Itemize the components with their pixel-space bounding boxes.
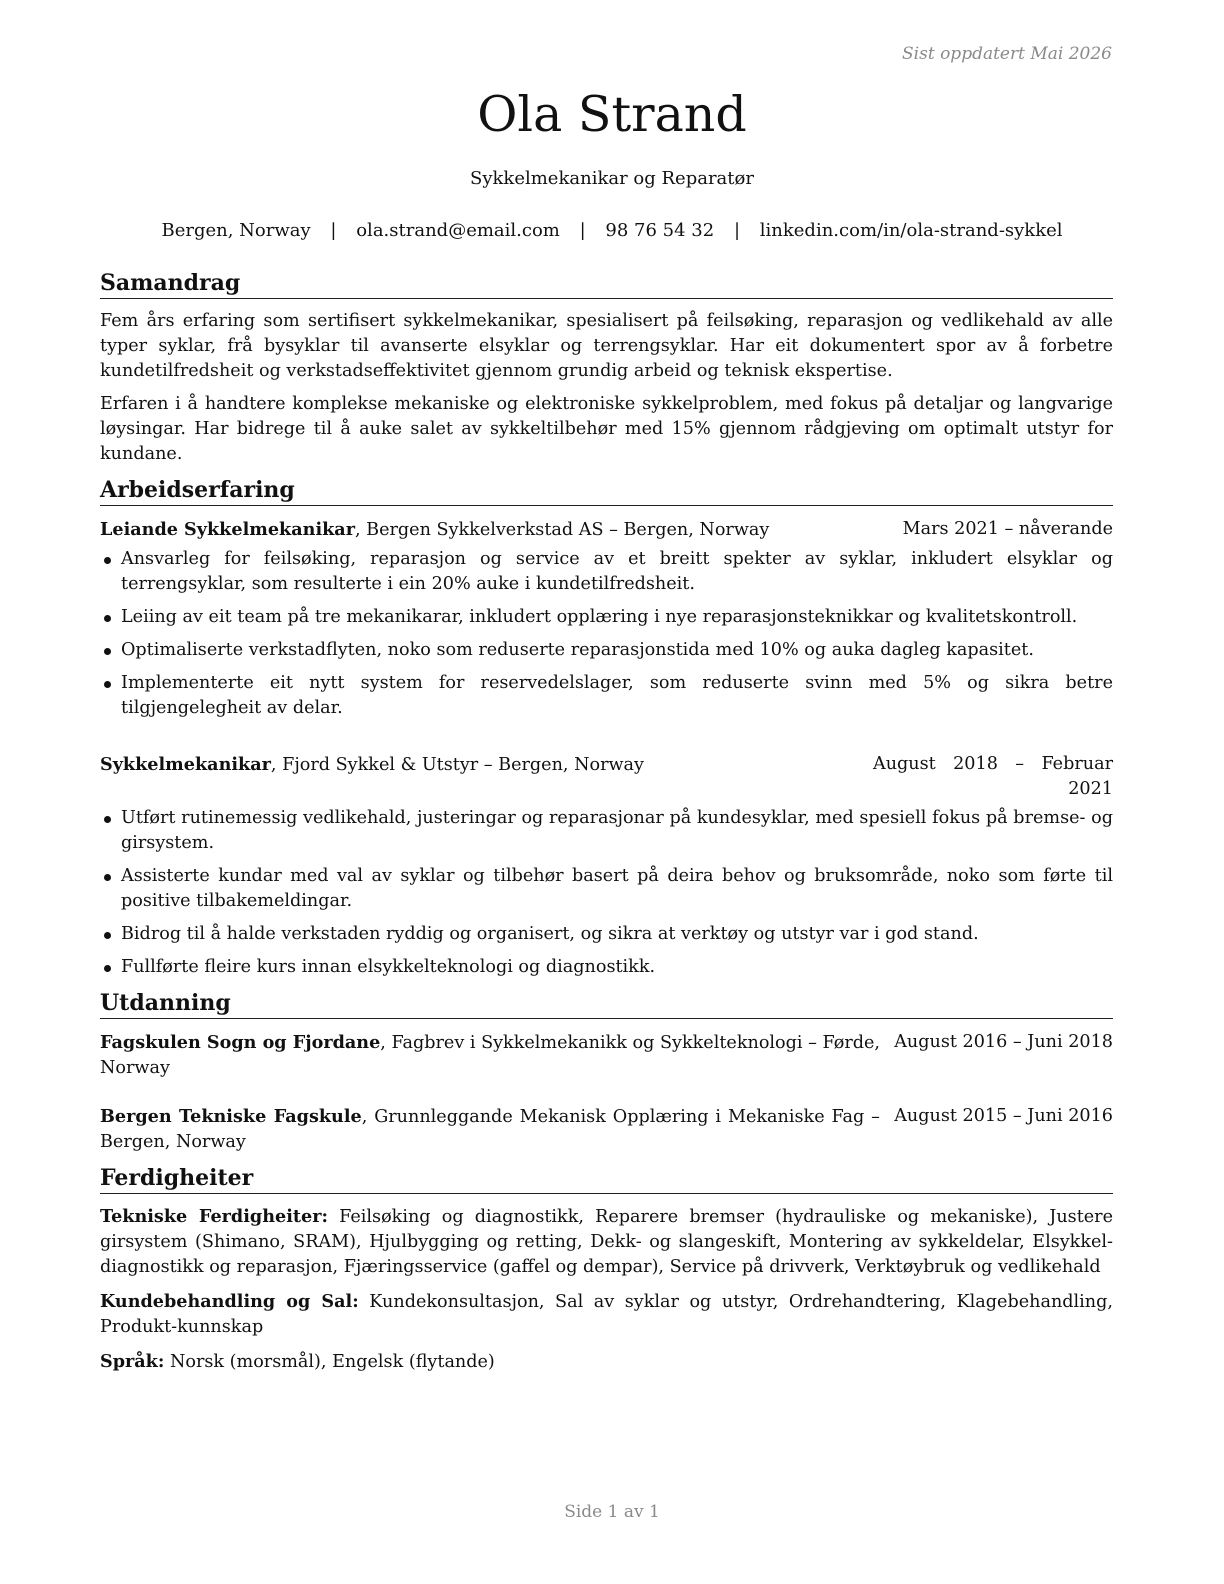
job-employer: [100, 752, 644, 802]
education-section: [100, 990, 1113, 1155]
job-company: , Bergen Sykkelverkstad AS – Bergen, Norway: [354, 520, 770, 540]
skill-label: Kundebehandling og Sal:: [100, 1291, 359, 1312]
job-bullets: [100, 547, 1113, 721]
resume-content: [100, 270, 1113, 1385]
contact-linkedin[interactable]: linkedin.com/in/ola-strand-sykkel: [759, 220, 1063, 241]
education-item: [100, 1104, 1113, 1155]
list-item: Leiing av eit team på tre mekanikarar, inkludert opplæring i nye reparasjonsteknikkar og kvalitetskontroll.: [100, 605, 1113, 630]
education-dates: August 2016 – Juni 2018: [894, 1032, 1113, 1052]
last-updated: Sist oppdatert Mai 2026: [902, 44, 1112, 64]
contact-email[interactable]: ola.strand@email.com: [356, 220, 560, 241]
skills-heading: Ferdigheiter: [100, 1165, 1113, 1194]
skill-label: Språk:: [100, 1351, 165, 1372]
skill-label: Tekniske Ferdigheiter:: [100, 1206, 328, 1227]
job-role: Sykkelmekanikar: [100, 754, 271, 775]
skill-list: Norsk (morsmål), Engelsk (flytande): [164, 1352, 495, 1372]
job-header: [100, 752, 1113, 802]
summary-paragraph: Fem års erfaring som sertifisert sykkelmekanikar, spesialisert på feilsøking, reparasjon og vedlikehald av alle typer syklar, frå bysyklar til avanserte elsyklar og terrengsyklar. Har eit dokumentert spor av å forbetre kundetilfredsheit og verkstadseffektivitet gjennom grundig arbeid og teknisk ekspertise.: [100, 311, 1113, 381]
contact-phone: 98 76 54 32: [605, 220, 715, 241]
list-item: Utført rutinemessig vedlikehald, justeringar og reparasjonar på kundesyklar, med spesiell fokus på bremse- og girsystem.: [100, 806, 1113, 856]
list-item: Ansvarleg for feilsøking, reparasjon og service av et breitt spekter av syklar, inkludert elsyklar og terrengsyklar, som resulterte i ein 20% auke i kundetilfredsheit.: [100, 547, 1113, 597]
list-item: Assisterte kundar med val av syklar og tilbehør basert på deira behov og bruksområde, noko som førte til positive tilbakemeldingar.: [100, 864, 1113, 914]
contact-line: [0, 220, 1224, 241]
job-title: Sykkelmekanikar og Reparatør: [470, 168, 754, 189]
contact-separator: |: [330, 220, 337, 241]
education-program: , Fagbrev i Sykkelmekanikk og Sykkelteknologi – Førde, Norway: [100, 1033, 881, 1078]
education-detail: [100, 1104, 880, 1155]
experience-section: [100, 477, 1113, 980]
education-heading: Utdanning: [100, 990, 1113, 1019]
education-school: Fagskulen Sogn og Fjordane: [100, 1032, 381, 1053]
contact-separator: |: [579, 220, 586, 241]
job-bullets: [100, 806, 1113, 980]
education-item: [100, 1030, 1113, 1081]
list-item: Fullførte fleire kurs innan elsykkelteknologi og diagnostikk.: [100, 955, 1113, 980]
page-number: Side 1 av 1: [564, 1502, 660, 1522]
list-item: Implementerte eit nytt system for reservedelslager, som reduserte svinn med 5% og sikra betre tilgjengelegheit av delar.: [100, 671, 1113, 721]
job-dates: August 2018 – Februar 2021: [873, 754, 1113, 799]
skill-list: Kundekonsultasjon, Sal av syklar og utstyr, Ordrehandtering, Klagebehandling, Produkt-kunnskap: [100, 1292, 1113, 1337]
skill-group: [100, 1289, 1113, 1340]
job-role: Leiande Sykkelmekanikar: [100, 519, 355, 540]
job-dates: Mars 2021 – nåverande: [902, 519, 1113, 539]
education-detail: [100, 1030, 880, 1081]
candidate-name: Ola Strand: [477, 86, 747, 143]
job-company: , Fjord Sykkel & Utstyr – Bergen, Norway: [270, 755, 644, 775]
skill-list: Feilsøking og diagnostikk, Reparere bremser (hydrauliske og mekaniske), Justere girsystem (Shimano, SRAM), Hjulbygging og retting, Dekk- og slangeskift, Montering av sykkeldelar, Elsykkel-diagnostikk og reparasjon, Fjæringsservice (gaffel og dempar), Service på drivverk, Verktøybruk og vedlikehald: [100, 1207, 1113, 1277]
education-dates: August 2015 – Juni 2016: [894, 1106, 1113, 1126]
skill-group: [100, 1349, 1113, 1375]
skill-group: [100, 1204, 1113, 1280]
list-item: Bidrog til å halde verkstaden ryddig og organisert, og sikra at verktøy og utstyr var i god stand.: [100, 922, 1113, 947]
job-employer: [100, 517, 769, 543]
education-school: Bergen Tekniske Fagskule: [100, 1106, 362, 1127]
summary-paragraph: Erfaren i å handtere komplekse mekaniske og elektroniske sykkelproblem, med fokus på detaljar og langvarige løysingar. Har bidrege til å auke salet av sykkeltilbehør med 15% gjennom rådgjeving om optimalt utstyr for kundane.: [100, 394, 1113, 464]
contact-location: Bergen, Norway: [161, 220, 311, 241]
list-item: Optimaliserte verkstadflyten, noko som reduserte reparasjonstida med 10% og auka dagleg kapasitet.: [100, 638, 1113, 663]
job-header: [100, 517, 1113, 543]
summary-heading: Samandrag: [100, 270, 1113, 299]
education-program: , Grunnleggande Mekanisk Opplæring i Mekaniske Fag – Bergen, Norway: [100, 1107, 880, 1152]
contact-separator: |: [733, 220, 741, 241]
experience-heading: Arbeidserfaring: [100, 477, 1113, 506]
summary-section: [100, 270, 1113, 467]
skills-section: [100, 1165, 1113, 1375]
